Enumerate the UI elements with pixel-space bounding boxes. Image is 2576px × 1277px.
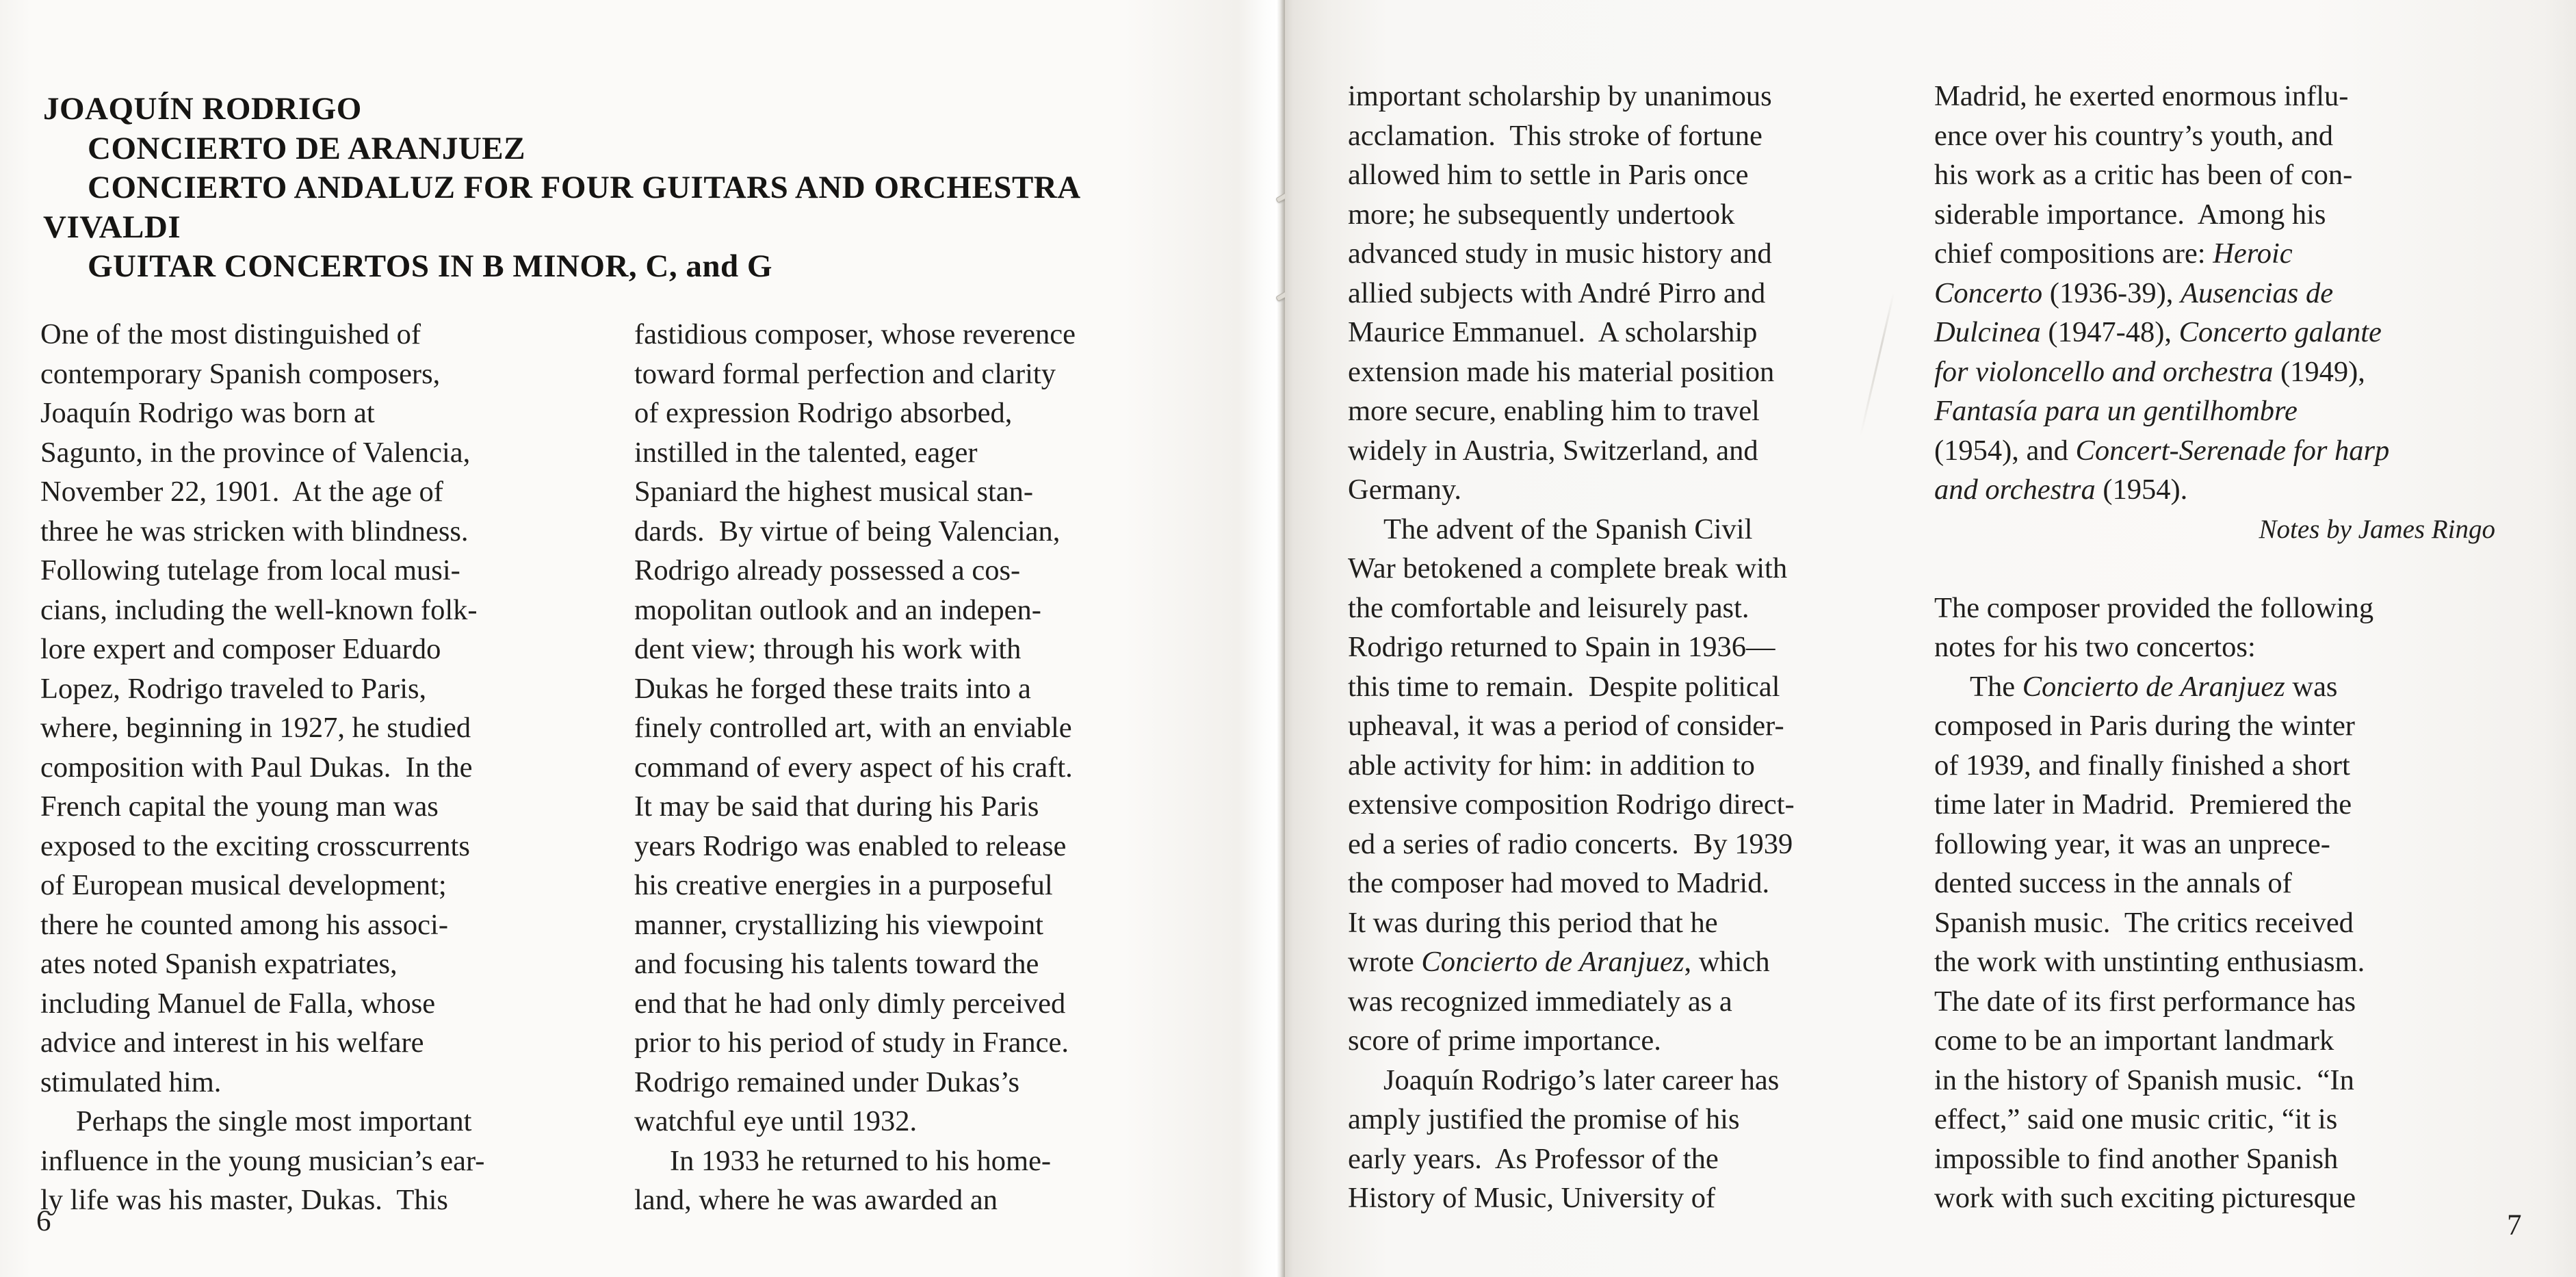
text-line: [1934, 234, 2502, 274]
text-line: [634, 1063, 1178, 1102]
text-line: [634, 354, 1178, 394]
text-line: [40, 748, 591, 788]
italic-text-span: Concerto: [1934, 276, 2043, 309]
text-line: [1348, 825, 1905, 864]
text-span: amply justified the promise of his: [1348, 1103, 1740, 1135]
text-span: exposed to the exciting crosscurrents: [40, 829, 470, 862]
text-span: The: [1970, 670, 2022, 703]
text-line: [1934, 942, 2502, 982]
text-line: [1348, 746, 1905, 786]
text-span: It may be said that during his Paris: [634, 790, 1039, 823]
text-line: [1934, 903, 2502, 943]
text-span: finely controlled art, with an enviable: [634, 712, 1072, 744]
text-span: watchful eye until 1932.: [634, 1105, 918, 1137]
text-line: [1348, 785, 1905, 825]
text-span: Germany.: [1348, 474, 1461, 506]
text-span: influence in the young musician’s ear-: [40, 1144, 485, 1177]
text-span: there he counted among his associ-: [40, 908, 448, 941]
text-span: dent view; through his work with: [634, 633, 1022, 665]
text-line: [1934, 155, 2502, 195]
text-line: [1348, 470, 1905, 510]
text-span: History of Music, University of: [1348, 1182, 1716, 1214]
text-span: lore expert and composer Eduardo: [40, 633, 441, 665]
text-span: stimulated him.: [40, 1066, 222, 1098]
text-span: Spaniard the highest musical stan-: [634, 476, 1034, 508]
text-line: [43, 247, 1081, 287]
text-span: of 1939, and finally finished a short: [1934, 749, 2350, 782]
italic-text-span: for violoncello and orchestra: [1934, 355, 2274, 388]
text-line: [634, 669, 1178, 709]
text-span: chief compositions are:: [1934, 237, 2213, 270]
text-line: [1934, 116, 2502, 156]
text-span: the composer had moved to Madrid.: [1348, 867, 1770, 899]
text-span: the work with unstinting enthusiasm.: [1934, 946, 2365, 978]
text-span: early years. As Professor of the: [1348, 1142, 1719, 1175]
text-span: Maurice Emmanuel. A scholarship: [1348, 316, 1758, 348]
text-line: [40, 591, 591, 630]
text-line: [1348, 155, 1905, 195]
text-line: [1934, 470, 2502, 510]
text-span: of European musical development;: [40, 869, 447, 901]
text-line: [634, 905, 1178, 945]
text-span: dards. By virtue of being Valencian,: [634, 515, 1061, 547]
text-span: end that he had only dimly perceived: [634, 987, 1066, 1020]
text-span: advanced study in music history and: [1348, 237, 1772, 270]
text-line: [1934, 1100, 2502, 1139]
text-span: siderable importance. Among his: [1934, 198, 2326, 231]
text-span: prior to his period of study in France.: [634, 1027, 1069, 1059]
text-span: work with such exciting picturesque: [1934, 1182, 2356, 1214]
text-span: , which: [1684, 946, 1770, 978]
text-span: and focusing his talents toward the: [634, 948, 1039, 980]
text-line: [40, 944, 591, 984]
text-line: [43, 90, 1081, 129]
text-span: following year, it was an unprece-: [1934, 827, 2330, 860]
text-span: more; he subsequently undertook: [1348, 198, 1735, 231]
text-line: [40, 1141, 591, 1181]
text-span: Rodrigo returned to Spain in 1936—: [1348, 631, 1775, 663]
italic-text-span: Concert-Serenade for harp: [2075, 434, 2390, 467]
text-span: effect,” said one music critic, “it is: [1934, 1103, 2338, 1135]
text-span: JOAQUÍN RODRIGO: [43, 91, 362, 127]
text-span: able activity for him: in addition to: [1348, 749, 1755, 782]
text-line: [1934, 667, 2502, 707]
italic-text-span: Concierto de Aranjuez: [2022, 670, 2285, 703]
text-line: [634, 984, 1178, 1024]
text-line: [1348, 942, 1905, 982]
text-line: [1348, 1061, 1905, 1100]
text-span: Spanish music. The critics received: [1934, 906, 2354, 939]
text-span: ly life was his master, Dukas. This: [40, 1184, 448, 1216]
text-line: [40, 1181, 591, 1220]
italic-text-span: Heroic: [2213, 237, 2293, 270]
right-page-column-2: [1934, 77, 2502, 1218]
text-span: dented success in the annals of: [1934, 867, 2292, 899]
text-line: [1348, 77, 1905, 116]
text-line: [1348, 864, 1905, 903]
text-span: Sagunto, in the province of Valencia,: [40, 436, 471, 469]
text-span: was recognized immediately as a: [1348, 985, 1732, 1018]
text-span: ence over his country’s youth, and: [1934, 119, 2334, 152]
text-line: [1934, 785, 2502, 825]
text-line: [1934, 1178, 2502, 1218]
text-line: [634, 1141, 1178, 1181]
text-line: [634, 708, 1178, 748]
text-span: where, beginning in 1927, he studied: [40, 712, 471, 744]
text-line: [1934, 313, 2502, 352]
text-line: [1348, 313, 1905, 352]
text-line: [1348, 1139, 1905, 1179]
italic-text-span: Fantasía para un gentilhombre: [1934, 395, 2298, 427]
italic-text-span: Concerto galante: [2178, 316, 2382, 348]
text-span: (1947-48),: [2040, 316, 2179, 348]
text-span: come to be an important landmark: [1934, 1024, 2334, 1057]
text-line: [40, 630, 591, 669]
text-line: [1934, 77, 2502, 116]
text-line: [634, 551, 1178, 591]
text-line: [40, 354, 591, 394]
text-line: [43, 168, 1081, 208]
page-number-left: 6: [36, 1205, 51, 1237]
text-span: (1949),: [2273, 355, 2365, 388]
text-span: toward formal perfection and clarity: [634, 357, 1056, 390]
text-span: wrote: [1348, 946, 1422, 978]
text-span: Madrid, he exerted enormous influ-: [1934, 80, 2349, 112]
text-span: CONCIERTO ANDALUZ FOR FOUR GUITARS AND ORCHESTRA: [88, 170, 1081, 205]
text-line: [1934, 825, 2502, 864]
text-span: instilled in the talented, eager: [634, 436, 978, 469]
text-span: War betokened a complete break with: [1348, 552, 1788, 584]
text-span: notes for his two concertos:: [1934, 631, 2256, 663]
text-line: [1348, 1178, 1905, 1218]
text-span: Joaquín Rodrigo was born at: [40, 397, 375, 429]
text-line: [1934, 352, 2502, 392]
text-line: [1934, 431, 2502, 471]
text-line: [634, 787, 1178, 827]
text-line: [1934, 589, 2502, 628]
text-span: Rodrigo already possessed a cos-: [634, 554, 1021, 586]
text-span: composition with Paul Dukas. In the: [40, 751, 473, 784]
text-span: French capital the young man was: [40, 790, 439, 823]
text-span: extensive composition Rodrigo direct-: [1348, 788, 1795, 821]
text-span: Dukas he forged these traits into a: [634, 672, 1031, 705]
text-line: [1348, 431, 1905, 471]
text-span: The date of its first performance has: [1934, 985, 2356, 1018]
text-span: It was during this period that he: [1348, 906, 1718, 939]
right-page: [1285, 0, 2576, 1277]
text-span: In 1933 he returned to his home-: [670, 1144, 1052, 1177]
text-span: Lopez, Rodrigo traveled to Paris,: [40, 672, 427, 705]
text-line: [40, 315, 591, 354]
text-span: One of the most distinguished of: [40, 318, 421, 350]
text-span: (1936-39),: [2042, 276, 2181, 309]
text-line: [1934, 628, 2502, 667]
text-span: widely in Austria, Switzerland, and: [1348, 434, 1758, 467]
italic-text-span: Notes by James Ringo: [2259, 514, 2495, 544]
left-page: [0, 0, 1285, 1277]
text-line: [1348, 195, 1905, 235]
text-line: [40, 787, 591, 827]
text-span: of expression Rodrigo absorbed,: [634, 397, 1013, 429]
text-line: [1934, 510, 2502, 550]
right-page-column-1: [1348, 77, 1905, 1218]
text-span: his work as a critic has been of con-: [1934, 159, 2353, 191]
title-block: [43, 90, 1081, 287]
text-line: [40, 669, 591, 709]
text-span: this time to remain. Despite political: [1348, 670, 1780, 703]
text-line: [1934, 746, 2502, 786]
left-page-column-2: [634, 315, 1178, 1220]
text-line: [40, 433, 591, 473]
text-span: acclamation. This stroke of fortune: [1348, 119, 1762, 152]
text-span: The advent of the Spanish Civil: [1383, 513, 1753, 545]
text-line: [1348, 903, 1905, 943]
italic-text-span: and orchestra: [1934, 474, 2096, 506]
text-span: Following tutelage from local musi-: [40, 554, 460, 586]
text-span: extension made his material position: [1348, 355, 1775, 388]
text-line: [634, 512, 1178, 552]
text-line: [1348, 1021, 1905, 1061]
text-span: advice and interest in his welfare: [40, 1027, 424, 1059]
text-span: was: [2285, 670, 2338, 703]
text-span: contemporary Spanish composers,: [40, 357, 441, 390]
text-line: [40, 1023, 591, 1063]
text-line: [634, 748, 1178, 788]
text-span: in the history of Spanish music. “In: [1934, 1063, 2354, 1096]
text-line: [1934, 1061, 2502, 1100]
text-line: [1348, 116, 1905, 156]
text-span: years Rodrigo was enabled to release: [634, 829, 1067, 862]
text-span: important scholarship by unanimous: [1348, 80, 1772, 112]
text-line: [1934, 982, 2502, 1022]
text-line: [40, 708, 591, 748]
text-span: time later in Madrid. Premiered the: [1934, 788, 2352, 821]
text-line: [40, 905, 591, 945]
text-span: VIVALDI: [43, 209, 181, 245]
text-span: allowed him to settle in Paris once: [1348, 159, 1749, 191]
text-span: fastidious composer, whose reverence: [634, 318, 1076, 350]
text-span: including Manuel de Falla, whose: [40, 987, 436, 1020]
text-line: [1348, 352, 1905, 392]
text-line: [1348, 274, 1905, 313]
text-span: land, where he was awarded an: [634, 1184, 998, 1216]
text-line: [1348, 589, 1905, 628]
text-span: Perhaps the single most important: [76, 1105, 472, 1137]
text-span: command of every aspect of his craft.: [634, 751, 1073, 784]
text-span: three he was stricken with blindness.: [40, 515, 469, 547]
text-span: upheaval, it was a period of consider-: [1348, 710, 1784, 742]
text-line: [1348, 510, 1905, 550]
text-span: composed in Paris during the winter: [1934, 710, 2355, 742]
text-span: (1954).: [2095, 474, 2188, 506]
text-span: CONCIERTO DE ARANJUEZ: [88, 130, 525, 166]
text-line: [43, 208, 1081, 248]
text-line: [40, 984, 591, 1024]
text-line: [1934, 391, 2502, 431]
text-line: [1934, 864, 2502, 903]
text-line: [1934, 706, 2502, 746]
italic-text-span: Dulcinea: [1934, 316, 2041, 348]
text-span: manner, crystallizing his viewpoint: [634, 908, 1043, 941]
text-line: [40, 472, 591, 512]
text-span: Joaquín Rodrigo’s later career has: [1383, 1063, 1780, 1096]
text-line: [634, 591, 1178, 630]
text-line: [634, 472, 1178, 512]
text-span: more secure, enabling him to travel: [1348, 395, 1760, 427]
text-line: [40, 866, 591, 905]
page-number-right: 7: [2507, 1209, 2522, 1241]
text-span: (1954), and: [1934, 434, 2076, 467]
text-line: [40, 512, 591, 552]
text-span: his creative energies in a purposeful: [634, 869, 1053, 901]
text-span: mopolitan outlook and an indepen-: [634, 593, 1041, 626]
text-span: impossible to find another Spanish: [1934, 1142, 2339, 1175]
text-line: [40, 1063, 591, 1102]
text-span: allied subjects with André Pirro and: [1348, 276, 1766, 309]
text-line: [1348, 706, 1905, 746]
text-span: Rodrigo remained under Dukas’s: [634, 1066, 1020, 1098]
text-span: The composer provided the following: [1934, 591, 2374, 624]
text-line: [1934, 274, 2502, 313]
text-line: [1348, 667, 1905, 707]
text-line: [40, 551, 591, 591]
text-line: [634, 394, 1178, 433]
text-line: [1348, 628, 1905, 667]
text-line: [1348, 234, 1905, 274]
text-span: score of prime importance.: [1348, 1024, 1661, 1057]
text-line: [634, 944, 1178, 984]
text-span: the comfortable and leisurely past.: [1348, 591, 1749, 624]
text-span: cians, including the well-known folk-: [40, 593, 478, 626]
left-page-column-1: [40, 315, 591, 1220]
text-line: [1348, 391, 1905, 431]
text-line: [1348, 1100, 1905, 1139]
text-line: [634, 433, 1178, 473]
text-line: [634, 630, 1178, 669]
text-line: [634, 1102, 1178, 1141]
text-line: [1934, 1021, 2502, 1061]
text-line: [634, 1181, 1178, 1220]
text-line: [634, 315, 1178, 354]
text-line: [1934, 195, 2502, 235]
text-span: November 22, 1901. At the age of: [40, 476, 443, 508]
text-line: [40, 827, 591, 866]
text-line: [43, 129, 1081, 169]
text-line: [634, 827, 1178, 866]
text-line: [1348, 549, 1905, 589]
text-line: [634, 866, 1178, 905]
text-line: [1348, 982, 1905, 1022]
text-line: [40, 1102, 591, 1141]
text-line: [1934, 549, 2502, 589]
italic-text-span: Ausencias de: [2181, 276, 2334, 309]
text-span: ed a series of radio concerts. By 1939: [1348, 827, 1793, 860]
text-span: ates noted Spanish expatriates,: [40, 948, 398, 980]
text-line: [634, 1023, 1178, 1063]
italic-text-span: Concierto de Aranjuez: [1421, 946, 1684, 978]
text-span: GUITAR CONCERTOS IN B MINOR, C, and G: [88, 248, 772, 284]
text-line: [1934, 1139, 2502, 1179]
text-line: [40, 394, 591, 433]
